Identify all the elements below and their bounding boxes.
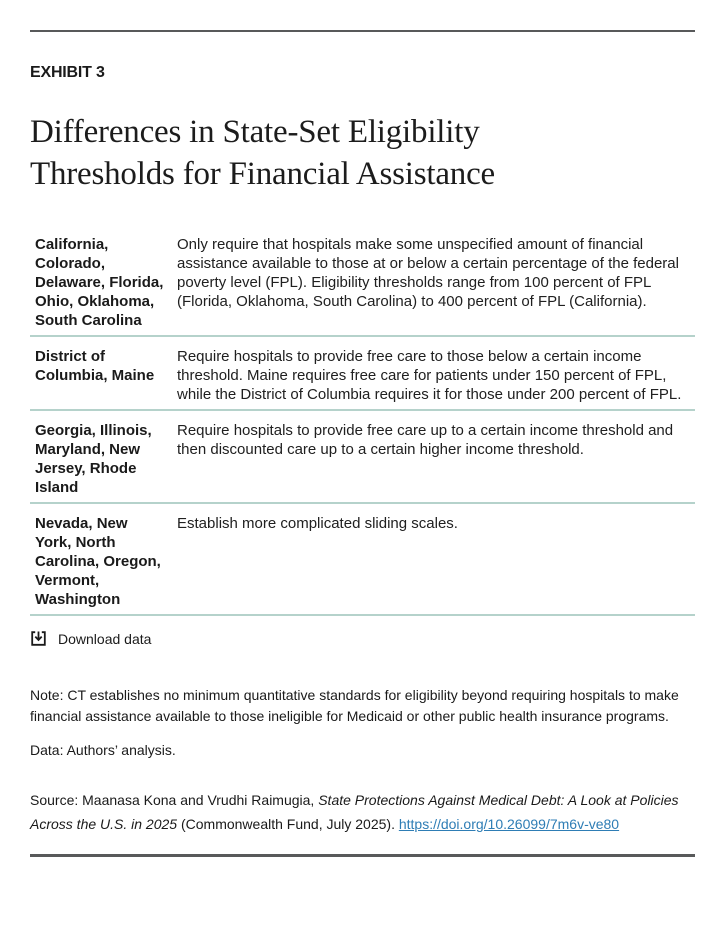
table-cell-description: Require hospitals to provide free care up to a certain income threshold and then discounted care up to a certain higher income threshold. [177, 422, 674, 458]
table-cell-states: Georgia, Illinois, Maryland, New Jersey, Rhode Island [35, 422, 152, 496]
source-prefix: Source: Maanasa Kona and Vrudhi Raimugia, [30, 792, 319, 808]
download-label: Download data [58, 630, 152, 647]
page-title: Differences in State-Set Eligibility Thresholds for Financial Assistance [30, 114, 495, 192]
table-cell-states: California, Colorado, Delaware, Florida, Ohio, Oklahoma, South Carolina [35, 236, 164, 329]
table-cell-states: District of Columbia, Maine [35, 348, 155, 384]
note-text: Note: CT establishes no minimum quantitative standards for eligibility beyond requiring hospitals to make financial assistance available to those ineligible for Medicaid or other public health insurance programs. [30, 687, 679, 724]
source-text [30, 788, 695, 836]
top-rule [30, 30, 695, 32]
source-suffix: (Commonwealth Fund, July 2025). [177, 816, 399, 832]
table-cell-description: Require hospitals to provide free care to those below a certain income threshold. Maine requires free care for patients under 150 percent of FPL, while the District of Columbia requires it for those under 200 percent of FPL. [177, 348, 682, 403]
source-publication-title: State Protections Against Medical Debt: A Look at Policies Across the U.S. in 2025 [30, 792, 679, 832]
table-row [30, 411, 695, 504]
table-cell-description: Only require that hospitals make some unspecified amount of financial assistance available to those at or below a certain percentage of the federal poverty level (FPL). Eligibility thresholds range from 100 percent of FPL (Florida, Oklahoma, South Carolina) to 400 percent of FPL (California). [177, 236, 679, 310]
table-row [30, 504, 695, 616]
download-icon [30, 630, 47, 647]
table-row [30, 337, 695, 411]
table-cell-states: Nevada, New York, North Carolina, Oregon, Vermont, Washington [35, 515, 161, 608]
exhibit-label: EXHIBIT 3 [30, 64, 105, 81]
table-row [30, 225, 695, 337]
eligibility-table [30, 225, 695, 616]
bottom-rule [30, 854, 695, 857]
data-credit-text: Data: Authors’ analysis. [30, 742, 176, 758]
doi-link[interactable]: https://doi.org/10.26099/7m6v-ve80 [398, 816, 620, 832]
table-cell-description: Establish more complicated sliding scales. [177, 515, 458, 532]
download-data-button[interactable] [30, 630, 151, 647]
